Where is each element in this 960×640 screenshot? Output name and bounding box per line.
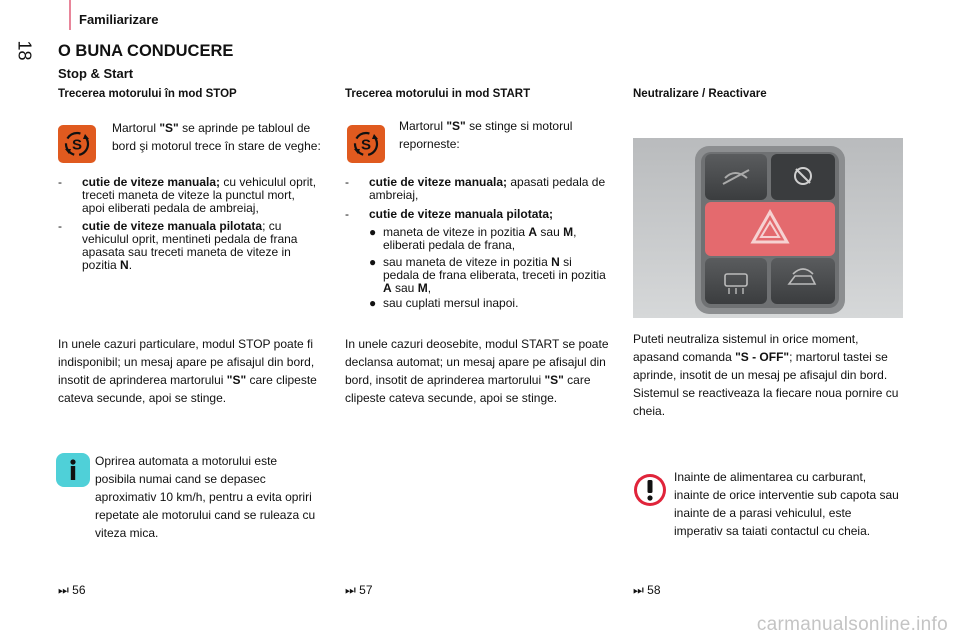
stop-start-s-icon bbox=[58, 125, 96, 163]
col2-list bbox=[345, 176, 607, 316]
s-off-button[interactable] bbox=[771, 154, 835, 200]
warning-note: Inainte de alimentarea cu carburant, inainte de orice interventie sub capota sau inainte de a parasi vehiculul, este imperativ sa taiati contactul cu cheia. bbox=[674, 470, 899, 538]
col2-paragraph: In unele cazuri deosebite, modul START se poate declansa automat; un mesaj apare pe afisajul din bord, insotit de aprinderea martorului "S" care clipeste cateva secunde, apoi se stinge. bbox=[345, 337, 609, 405]
chapter-title: Familiarizare bbox=[79, 12, 159, 27]
warning-icon bbox=[633, 473, 667, 512]
section-subtitle: Stop & Start bbox=[58, 66, 134, 81]
col3-paragraph: Puteti neutraliza sistemul in orice moment, apasand comanda "S - OFF"; martorul tastei se aprinde, insotit de un mesaj pe afisajul din bord. Sistemul se reactiveaza la fiecare noua pornire cu cheia. bbox=[633, 332, 899, 418]
info-icon bbox=[56, 453, 90, 492]
page-reference-56[interactable]: ⏭ 56 bbox=[58, 583, 86, 597]
list-item: ● sau maneta de viteze in pozitia N si pedala de frana eliberata, treceti in pozitia A sau M, bbox=[369, 255, 606, 295]
chapter-marker bbox=[69, 0, 71, 30]
watermark: carmanualsonline.info bbox=[756, 614, 948, 635]
page-number: 18 bbox=[14, 40, 35, 61]
col2-heading: Trecerea motorului in mod START bbox=[345, 88, 531, 100]
page-reference-58[interactable]: ⏭ 58 bbox=[633, 583, 661, 597]
list-item: - cutie de viteze manuala; cu vehiculul oprit, treceti maneta de viteze la punctul mort, apoi eliberati pedala de ambreiaj, bbox=[58, 175, 317, 215]
list-item: ● sau cuplati mersul inapoi. bbox=[369, 296, 519, 310]
col1-list bbox=[58, 176, 320, 276]
eco-button[interactable] bbox=[705, 154, 767, 200]
page-reference-57[interactable]: ⏭ 57 bbox=[345, 583, 373, 597]
hazard-button[interactable] bbox=[705, 202, 835, 256]
list-item: - cutie de viteze manuala pilotata; bbox=[345, 207, 554, 221]
recirculation-button[interactable] bbox=[771, 258, 835, 304]
svg-text:S: S bbox=[71, 136, 83, 154]
col1-paragraph: In unele cazuri particulare, modul STOP poate fi indisponibil; un mesaj apare pe afisajul din bord, insotit de aprinderea martorului "S" care clipeste cateva secunde, apoi se stinge. bbox=[58, 337, 317, 405]
col2-intro: Martorul "S" se stinge si motorul reporneste: bbox=[399, 119, 573, 151]
stop-start-s-icon bbox=[347, 125, 385, 163]
info-note: Oprirea automata a motorului este posibila numai cand se depasec aproximativ 10 km/h, pentru a evita opriri repetate ale motorului cand se ruleaza cu viteza mica. bbox=[95, 454, 316, 540]
svg-text:S: S bbox=[360, 136, 372, 154]
list-item: ● maneta de viteze in pozitia A sau M, eliberati pedala de frana, bbox=[369, 225, 577, 252]
rear-defrost-button[interactable] bbox=[705, 258, 767, 304]
col3-heading: Neutralizare / Reactivare bbox=[633, 88, 767, 100]
page-title: O BUNA CONDUCERE bbox=[58, 42, 234, 60]
col1-heading: Trecerea motorului în mod STOP bbox=[58, 88, 237, 100]
switch-panel-photo bbox=[633, 138, 903, 318]
list-item: - cutie de viteze manuala pilotata; cu vehiculul oprit, mentineti pedala de frana apasata sau treceti maneta de viteze in pozitia N. bbox=[58, 219, 298, 272]
list-item: - cutie de viteze manuala; apasati pedala de ambreiaj, bbox=[345, 175, 606, 202]
col1-intro: Martorul "S" se aprinde pe tabloul de bord şi motorul trece în stare de veghe: bbox=[112, 121, 321, 153]
